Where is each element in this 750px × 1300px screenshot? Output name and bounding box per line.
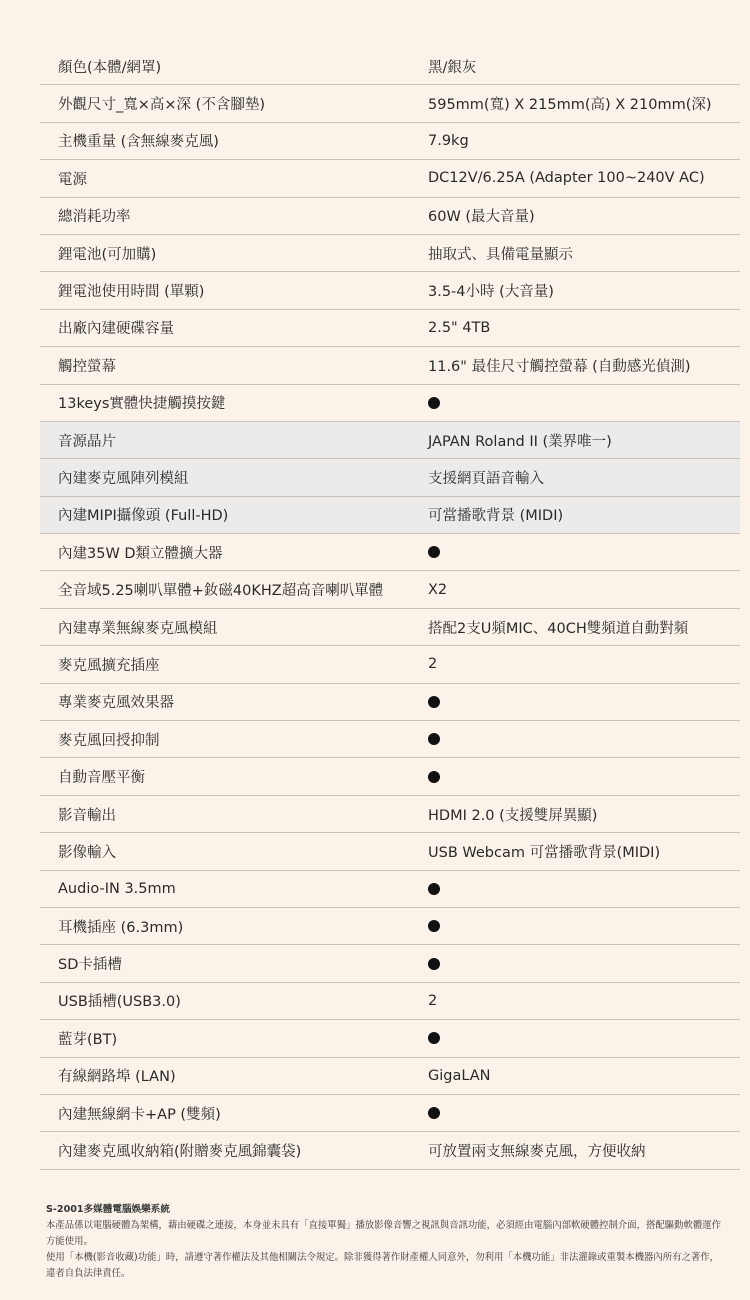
spec-label: 內建MIPI攝像頭 (Full-HD): [58, 508, 229, 525]
spec-row: [40, 497, 740, 534]
spec-row: [40, 347, 740, 384]
spec-row: [40, 571, 740, 608]
spec-row: [40, 983, 740, 1020]
spec-value: 60W (最大音量): [428, 209, 535, 226]
spec-row: [40, 85, 740, 122]
spec-value: X2: [428, 581, 448, 598]
spec-value: 2: [428, 992, 438, 1009]
spec-value: USB Webcam 可當播歌背景(MIDI): [428, 844, 661, 861]
spec-value: [428, 908, 440, 944]
spec-label: 內建無線網卡+AP (雙頻): [58, 1106, 221, 1123]
spec-row: [40, 534, 740, 571]
spec-value: 可當播歌背景 (MIDI): [428, 508, 564, 525]
spec-value: 可放置兩支無線麥克風，方便收納: [428, 1144, 646, 1161]
spec-row: [40, 684, 740, 721]
spec-label: 鋰電池(可加購): [58, 246, 157, 263]
spec-label: 音源晶片: [58, 433, 116, 450]
spec-row: [40, 646, 740, 683]
spec-row: [40, 385, 740, 422]
disclaimer-notes: [46, 1202, 726, 1282]
spec-value: [428, 684, 440, 720]
spec-row: [40, 310, 740, 347]
spec-label: 專業麥克風效果器: [58, 695, 174, 712]
spec-label: 內建專業無線麥克風模組: [58, 620, 218, 637]
spec-label: 藍芽(BT): [58, 1031, 118, 1048]
spec-value: 抽取式、具備電量顯示: [428, 246, 573, 263]
spec-label: USB插槽(USB3.0): [58, 994, 181, 1011]
spec-label: Audio-IN 3.5mm: [58, 880, 176, 897]
spec-row: [40, 123, 740, 160]
spec-value: [428, 385, 440, 421]
spec-row: [40, 833, 740, 870]
spec-row: [40, 945, 740, 982]
spec-value: 11.6" 最佳尺寸觸控螢幕 (自動感光偵測): [428, 358, 691, 375]
spec-row: [40, 796, 740, 833]
spec-label: 顏色(本體/網罩): [58, 59, 162, 76]
spec-value: HDMI 2.0 (支援雙屏異顯): [428, 807, 598, 824]
spec-label: 內建麥克風收納箱(附贈麥克風錦囊袋): [58, 1144, 302, 1161]
supported-dot-icon: [428, 1032, 440, 1044]
spec-row: [40, 721, 740, 758]
spec-value: 黑/銀灰: [428, 59, 477, 76]
spec-row: [40, 1132, 740, 1169]
spec-value: 3.5-4小時 (大音量): [428, 284, 554, 301]
spec-value: 搭配2支U頻MIC、40CH雙頻道自動對頻: [428, 620, 689, 637]
spec-row: [40, 758, 740, 795]
spec-value: [428, 1020, 440, 1056]
spec-label: 影音輸出: [58, 807, 116, 824]
spec-label: 麥克風回授抑制: [58, 732, 160, 749]
spec-row: [40, 459, 740, 496]
spec-label: 麥克風擴充插座: [58, 657, 160, 674]
spec-row: [40, 160, 740, 197]
spec-label: 觸控螢幕: [58, 358, 116, 375]
spec-label: SD卡插槽: [58, 957, 122, 974]
spec-label: 電源: [58, 171, 87, 188]
supported-dot-icon: [428, 733, 440, 745]
spec-label: 總消耗功率: [58, 209, 131, 226]
spec-label: 出廠內建硬碟容量: [58, 321, 174, 338]
spec-row: [40, 198, 740, 235]
supported-dot-icon: [428, 696, 440, 708]
notes-line-2: 使用「本機(影音收藏)功能」時，請遵守著作權法及其他相關法令規定。除非獲得著作財產權人同意外，勿利用「本機功能」非法灌錄或重製本機器內所有之著作，違者自負法律責任。: [46, 1252, 719, 1279]
spec-row: [40, 609, 740, 646]
spec-value: [428, 758, 440, 794]
spec-label: 主機重量 (含無線麥克風): [58, 134, 219, 151]
spec-row: [40, 908, 740, 945]
spec-value: JAPAN Roland II (業界唯一): [428, 433, 612, 450]
supported-dot-icon: [428, 883, 440, 895]
spec-label: 有線網路埠 (LAN): [58, 1069, 176, 1086]
supported-dot-icon: [428, 1107, 440, 1119]
spec-label: 13keys實體快捷觸摸按鍵: [58, 396, 226, 413]
spec-row: [40, 1095, 740, 1132]
spec-row: [40, 235, 740, 272]
supported-dot-icon: [428, 546, 440, 558]
spec-value: [428, 1095, 440, 1131]
notes-title: S-2001多媒體電腦娛樂系統: [46, 1204, 170, 1215]
spec-label: 內建麥克風陣列模組: [58, 470, 189, 487]
spec-value: GigaLAN: [428, 1067, 491, 1084]
spec-label: 自動音壓平衡: [58, 770, 145, 787]
supported-dot-icon: [428, 397, 440, 409]
spec-row: [40, 48, 740, 85]
supported-dot-icon: [428, 771, 440, 783]
spec-row: [40, 1058, 740, 1095]
spec-value: 595mm(寬) X 215mm(高) X 210mm(深): [428, 97, 712, 114]
spec-value: 2: [428, 656, 438, 673]
spec-label: 耳機插座 (6.3mm): [58, 919, 184, 936]
spec-label: 內建35W D類立體擴大器: [58, 545, 223, 562]
spec-label: 鋰電池使用時間 (單顆): [58, 284, 205, 301]
spec-value: [428, 945, 440, 981]
supported-dot-icon: [428, 958, 440, 970]
spec-value: DC12V/6.25A (Adapter 100~240V AC): [428, 170, 705, 187]
spec-row: [40, 1020, 740, 1057]
spec-value: [428, 871, 440, 907]
spec-label: 影像輸入: [58, 844, 116, 861]
spec-value: 2.5" 4TB: [428, 319, 491, 336]
spec-row: [40, 422, 740, 459]
notes-line-1: 本產品係以電腦硬體為架構，藉由硬碟之連接，本身並未具有「直接單獨」播放影像音響之視訊與音訊功能，必須經由電腦內部軟硬體控制介面，搭配驅動軟體運作方能使用。: [46, 1220, 722, 1247]
spec-row: [40, 871, 740, 908]
supported-dot-icon: [428, 920, 440, 932]
spec-value: [428, 721, 440, 757]
spec-value: 支援網頁語音輸入: [428, 470, 544, 487]
spec-label: 外觀尺寸_寬×高×深 (不含腳墊): [58, 97, 265, 114]
spec-table: [40, 48, 740, 1170]
spec-row: [40, 272, 740, 309]
spec-value: [428, 534, 440, 570]
spec-label: 全音域5.25喇叭單體+釹磁40KHZ超高音喇叭單體: [58, 583, 384, 600]
spec-value: 7.9kg: [428, 132, 469, 149]
